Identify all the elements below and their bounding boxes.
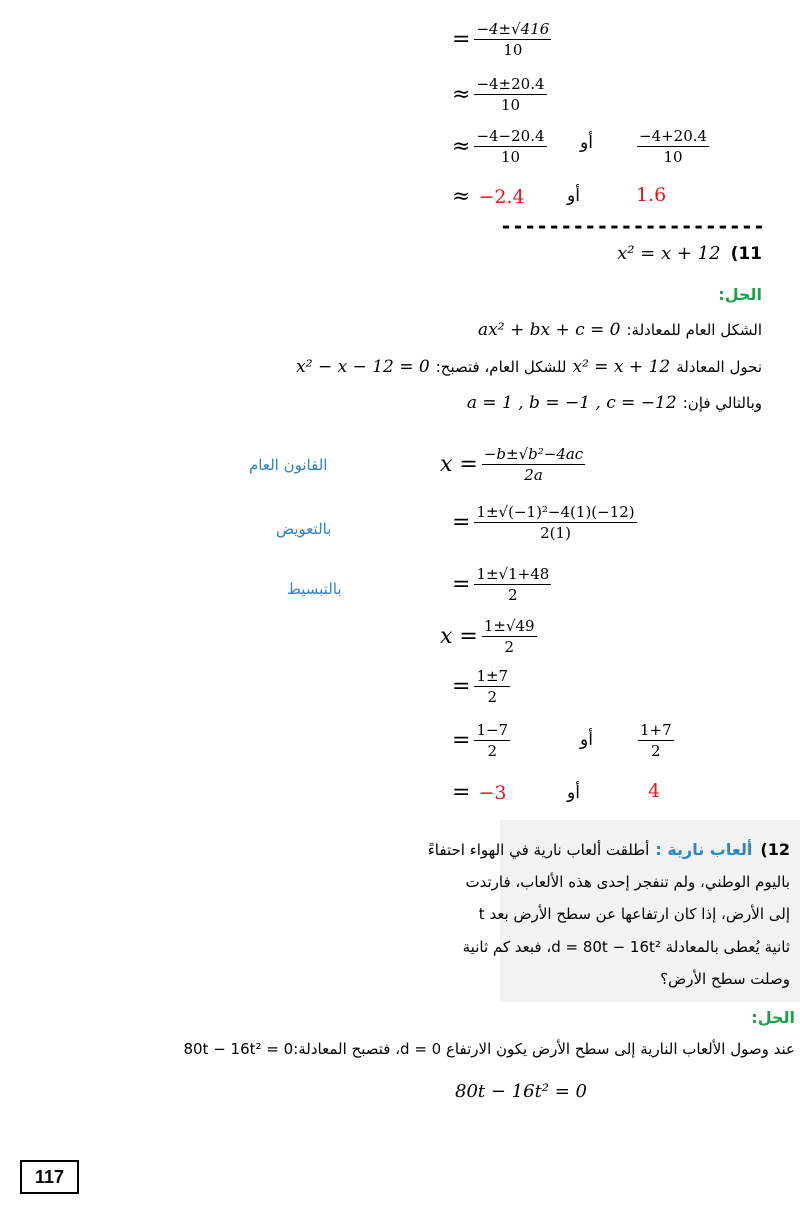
q11-solution-label: الحل: [718,285,762,304]
note-substitution: بالتعويض [276,520,332,538]
approx-sign: ≈ [452,134,471,159]
equals-sign: = [452,780,471,805]
answer-a: −2.4 [478,185,525,208]
page-number-box [20,1160,79,1194]
q12-title-line [428,840,790,859]
note-general-formula: القانون العام [249,456,328,474]
q12-line1: أطلقت ألعاب نارية في الهواء احتفاءً [427,840,650,859]
split-step-b [634,721,674,760]
sqrt49-step [440,617,537,656]
fraction: $\frac{-4\pm 20.4}{10}$ [476,75,545,114]
q11-header [617,243,762,264]
quadratic-formula [440,445,585,484]
separator: ---------------------- [500,214,765,238]
answer-b: 1.6 [636,184,667,206]
fraction: $\frac{1\pm√1+48}{2}$ [476,565,550,604]
convert-text-1: نحول المعادلة [676,358,762,376]
fraction: $\frac{-4-20.4}{10}$ [476,127,545,166]
prev-answer-row [452,184,525,209]
approx-sign: ≈ [452,184,471,209]
q11-answer-row [452,780,506,805]
convert-text-2: للشكل العام، فتصبح: [435,358,567,376]
note-simplify: بالتبسيط [287,580,342,598]
equals-sign: = [452,572,471,597]
fraction: $\frac{1\pm 7}{2}$ [476,667,509,706]
q11-convert [296,357,762,377]
plusminus-step [452,667,510,706]
simplify-step [452,565,551,604]
prev-step-1 [452,20,551,59]
equals-sign: = [452,728,471,753]
prev-step-3 [452,127,547,166]
equals-sign: = [452,674,471,699]
fraction: $\frac{\text{−b±√b²−4ac}}{2a}$ [483,445,584,484]
q12-solution-equation: 80t − 16t² = 0 [455,1081,587,1102]
fraction: $\frac{1-7}{2}$ [476,721,509,760]
lhs: x = [440,624,478,649]
q12-solution-text: عند وصول الألعاب النارية إلى سطح الأرض يكون الارتفاع d = 0، فتصبح المعادلة:0 = 80t − 16t² [183,1040,795,1058]
or-word: أو [567,186,580,206]
q12-line2: باليوم الوطني، ولم تنفجر إحدى هذه الألعاب، فارتدت [465,873,790,891]
general-form-eq: ax² + bx + c = 0 [478,320,621,340]
prev-step-2 [452,75,547,114]
page-number: 117 [34,1166,65,1187]
fraction: $\frac{-4\pm√416}{10}$ [476,20,550,59]
approx-sign: ≈ [452,82,471,107]
q12-title: ألعاب نارية : [655,840,753,859]
fraction: $\frac{1\pm√49}{2}$ [483,617,535,656]
split-step [452,721,510,760]
or-word: أو [580,730,593,750]
fraction: $\frac{-4+20.4}{10}$ [639,127,708,166]
q12-number: 12) [760,840,790,859]
equals-sign: = [452,27,471,52]
q11-general-form [478,320,762,340]
lhs: x = [440,452,478,477]
q12-line3: إلى الأرض، إذا كان ارتفاعها عن سطح الأرض بعد t [478,905,790,923]
q12-solution-label: الحل: [751,1008,795,1027]
answer-b: 4 [648,780,661,802]
q12-line4: ثانية يُعطى بالمعادلة d = 80t − 16t²، فبعد كم ثانية [462,938,790,956]
fraction: $\frac{1+7}{2}$ [640,721,672,760]
convert-eq-1: x² = x + 12 [572,357,671,377]
coeff-text: وبالتالي فإن: [682,394,762,412]
or-word: أو [580,133,593,153]
fraction: $\frac{\text{1±√(−1)²−4(1)(−12)}}{2(1)}$ [476,503,635,542]
general-form-text: الشكل العام للمعادلة: [626,321,762,339]
q11-coefficients [467,393,762,413]
q11-equation: x² = x + 12 [617,243,721,264]
answer-a: −3 [478,781,507,804]
equals-sign: = [452,510,471,535]
convert-eq-2: x² − x − 12 = 0 [296,357,430,377]
substitution-step [452,503,637,542]
q11-number: (11 [730,243,762,264]
coeff-eq: a = 1 , b = −1 , c = −12 [466,393,677,413]
q12-line5: وصلت سطح الأرض؟ [660,970,790,988]
prev-step-3b [633,127,709,166]
or-word: أو [567,783,580,803]
